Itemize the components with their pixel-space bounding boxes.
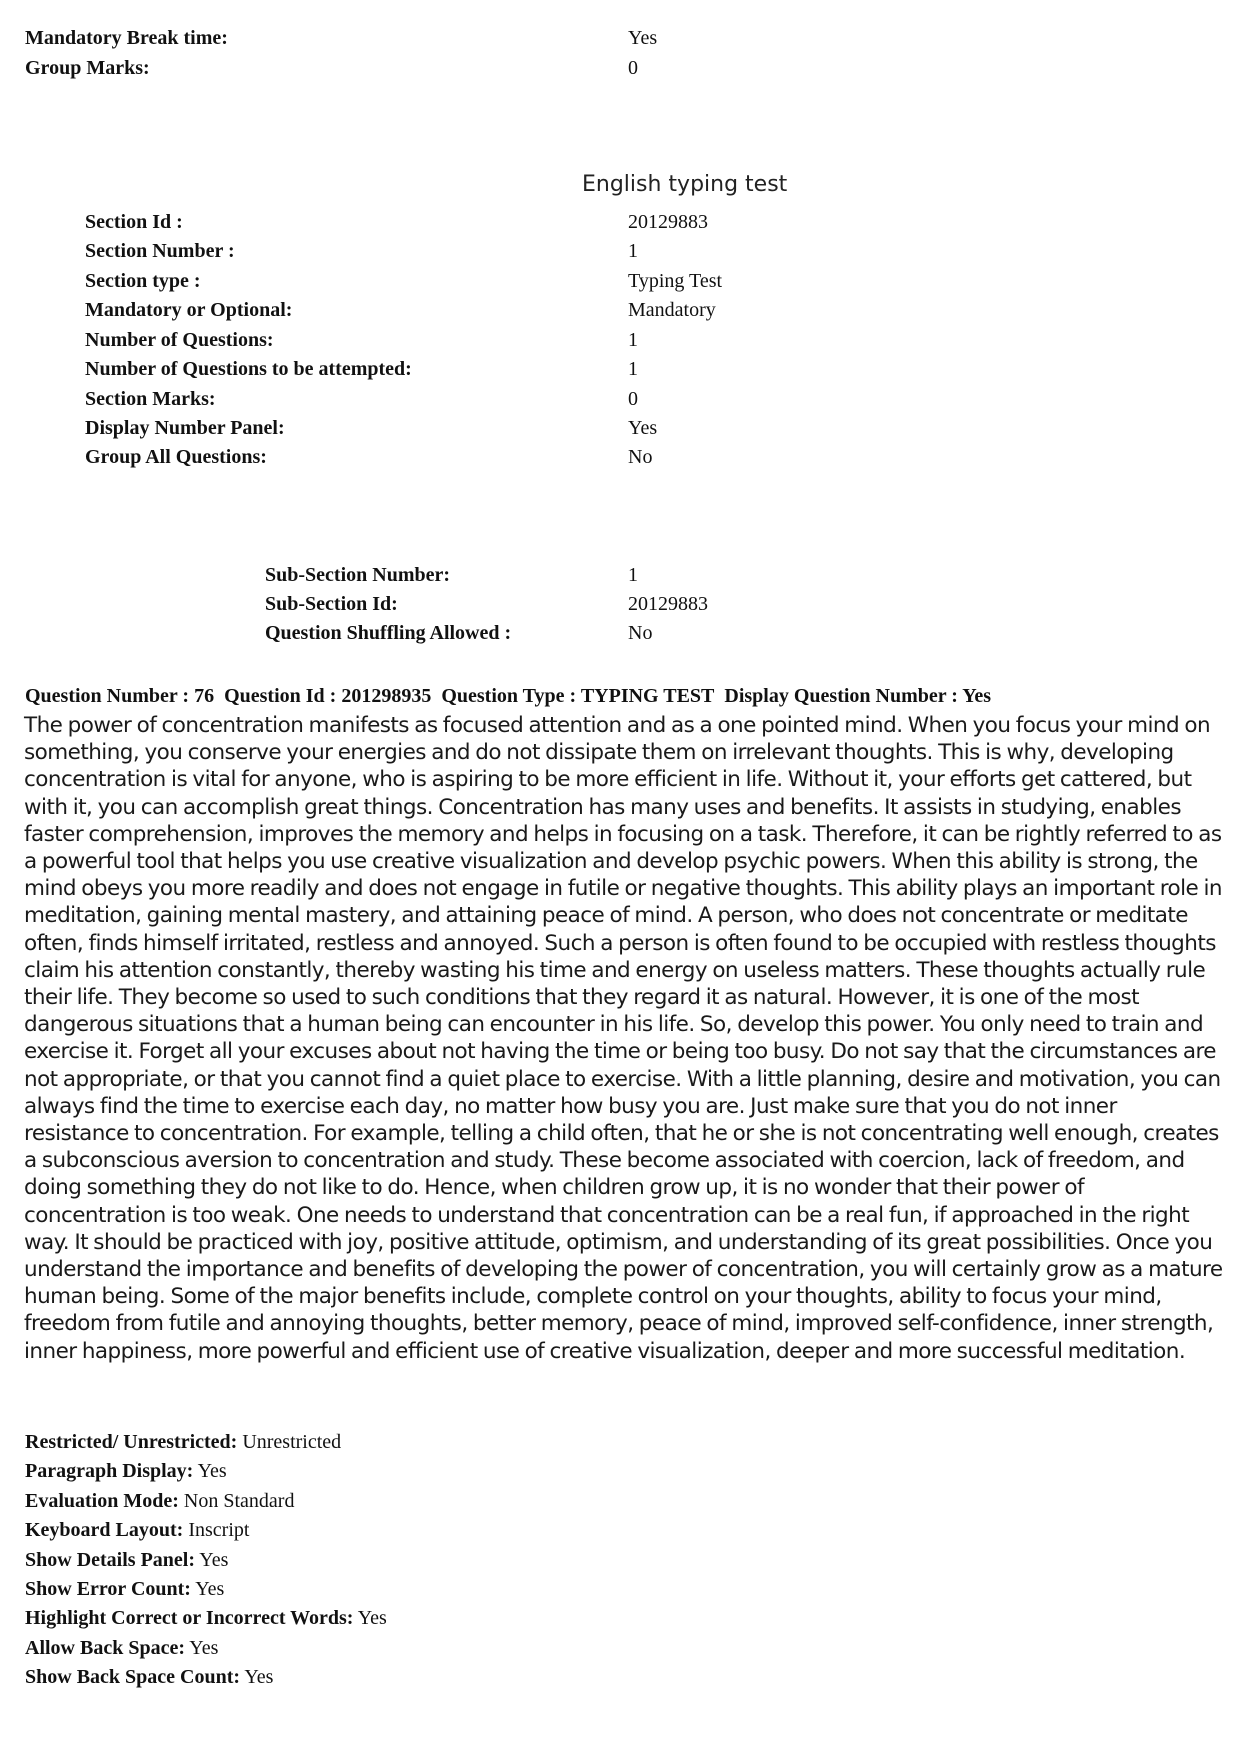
option-label: Restricted/ Unrestricted: — [25, 1431, 238, 1453]
section-heading: English typing test — [582, 172, 788, 197]
section-field-value: No — [628, 446, 653, 468]
section-field-value: Typing Test — [628, 270, 723, 292]
option-label: Keyboard Layout: — [25, 1519, 184, 1542]
section-field-value: Yes — [628, 417, 658, 439]
option-row — [25, 1575, 387, 1604]
section-field-label: Number of Questions: — [85, 329, 274, 351]
section-field-label: Mandatory or Optional: — [85, 299, 293, 321]
question-header — [25, 685, 1001, 708]
option-label: Highlight Correct or Incorrect Words: — [25, 1607, 354, 1630]
option-row — [25, 1457, 387, 1486]
option-label: Evaluation Mode: — [25, 1489, 179, 1512]
section-field-label: Section Id : — [85, 211, 183, 233]
option-value: Non Standard — [183, 1489, 295, 1512]
option-row — [25, 1634, 387, 1663]
question-number: Question Number : 76 — [25, 685, 215, 707]
section-field-label: Section type : — [85, 270, 201, 292]
option-label: Allow Back Space: — [25, 1636, 185, 1659]
question-type: Question Type : TYPING TEST — [441, 685, 715, 707]
subsection-field-value: 1 — [628, 564, 638, 586]
option-row — [25, 1428, 387, 1457]
subsection-field-label: Question Shuffling Allowed : — [265, 622, 512, 644]
option-value: Yes — [197, 1460, 227, 1483]
question-id: Question Id : 201298935 — [224, 685, 432, 707]
subsection-field-label: Sub-Section Number: — [265, 564, 451, 586]
option-row — [25, 1546, 387, 1575]
option-value: Yes — [199, 1548, 229, 1571]
option-row — [25, 1663, 387, 1692]
question-options — [25, 1428, 387, 1693]
subsection-field-value: No — [628, 622, 653, 644]
option-value: Yes — [195, 1578, 225, 1601]
field-label-mandatory-break: Mandatory Break time: — [25, 27, 228, 49]
section-field-label: Group All Questions: — [85, 446, 267, 468]
option-value: Inscript — [188, 1519, 250, 1542]
section-field-label: Section Marks: — [85, 388, 216, 410]
section-field-value: 1 — [628, 358, 638, 380]
section-field-value: 0 — [628, 388, 638, 410]
option-label: Show Details Panel: — [25, 1548, 195, 1571]
field-value-group-marks: 0 — [628, 57, 638, 79]
subsection-field-label: Sub-Section Id: — [265, 593, 398, 615]
option-value: Yes — [189, 1636, 219, 1659]
field-label-group-marks: Group Marks: — [25, 57, 150, 79]
option-row — [25, 1604, 387, 1633]
section-field-label: Section Number : — [85, 240, 235, 262]
section-field-value: Mandatory — [628, 299, 716, 321]
display-question-number: Display Question Number : Yes — [724, 685, 992, 707]
option-label: Show Error Count: — [25, 1578, 191, 1601]
option-label: Show Back Space Count: — [25, 1666, 241, 1689]
option-row — [25, 1516, 387, 1545]
section-field-value: 20129883 — [628, 211, 708, 233]
option-label: Paragraph Display: — [25, 1460, 194, 1483]
field-value-mandatory-break: Yes — [628, 27, 658, 49]
section-field-label: Display Number Panel: — [85, 417, 285, 439]
option-value: Yes — [244, 1666, 274, 1689]
option-row — [25, 1487, 387, 1516]
typing-passage: The power of concentration manifests as focused attention and as a one pointed mind. When you focus your mind on something, you conserve your energies and do not dissipate them on irrelevant thoughts. This is why, developing concentration is vital for anyone, who is aspiring to be more efficient in life. Without it, your efforts get cattered, but with it, you can accomplish great things. Concentration has many uses and benefits. It assists in studying, enables faster comprehension, improves the memory and helps in focusing on a task. Therefore, it can be rightly referred to as a powerful tool that helps you use creative visualization and develop psychic powers. When this ability is strong, the mind obeys you more readily and does not engage in futile or negative thoughts. This ability plays an important role in meditation, gaining mental mastery, and attaining peace of mind. A person, who does not concentrate or meditate often, finds himself irritated, restless and annoyed. Such a person is often found to be occupied with restless thoughts claim his attention constantly, thereby wasting his time and energy on useless matters. These thoughts actually rule their life. They become so used to such conditions that they regard it as natural. However, it is one of the most dangerous situations that a human being can encounter in his life. So, develop this power. You only need to train and exercise it. Forget all your excuses about not having the time or being too busy. Do not say that the circumstances are not appropriate, or that you cannot find a quiet place to exercise. With a little planning, desire and motivation, you can always find the time to exercise each day, no matter how busy you are. Just make sure that you do not inner resistance to concentration. For example, telling a child often, that he or she is not concentrating well enough, creates a subconscious aversion to concentration and study. These become associated with coercion, lack of freedom, and doing something they do not like to do. Hence, when children grow up, it is no wonder that their power of concentration is too weak. One needs to understand that concentration can be a real fun, if approached in the right way. It should be practiced with joy, positive attitude, optimism, and understanding of its great possibilities. Once you understand the importance and benefits of developing the power of concentration, you will certainly grow as a mature human being. Some of the major benefits include, complete control on your thoughts, ability to focus your mind, freedom from futile and annoying thoughts, better memory, peace of mind, improved self-confidence, inner strength, inner happiness, more powerful and efficient use of creative visualization, deeper and more successful meditation. — [24, 713, 1223, 1364]
section-field-value: 1 — [628, 329, 638, 351]
option-value: Yes — [357, 1607, 387, 1630]
subsection-field-value: 20129883 — [628, 593, 708, 615]
section-field-value: 1 — [628, 240, 638, 262]
section-field-label: Number of Questions to be attempted: — [85, 358, 412, 380]
option-value: Unrestricted — [242, 1431, 342, 1453]
